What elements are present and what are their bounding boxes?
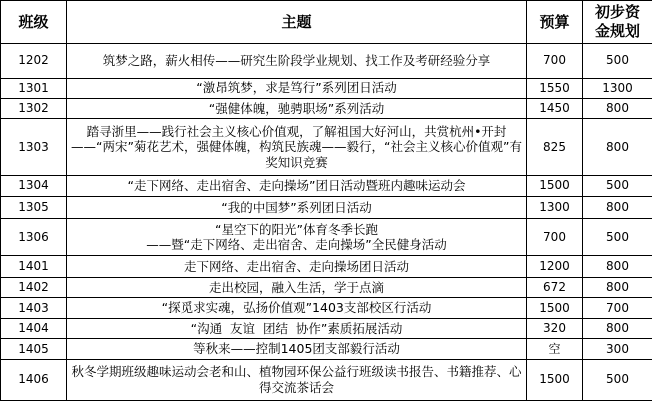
cell-topic: “沟通 友谊 团结 协作”素质拓展活动 bbox=[67, 318, 527, 338]
cell-class: 1406 bbox=[1, 359, 67, 400]
cell-topic: 秋冬学期班级趣味运动会老和山、植物园环保公益行班级读书报告、书籍推荐、心得交流茶话会 bbox=[67, 359, 527, 400]
cell-class: 1405 bbox=[1, 339, 67, 359]
cell-fund: 800 bbox=[583, 98, 652, 118]
cell-fund: 800 bbox=[583, 119, 652, 175]
header-class: 班级 bbox=[1, 1, 67, 44]
cell-topic-line1: “星空下的阳光”体育冬季长跑 bbox=[215, 221, 378, 237]
table-row bbox=[1, 256, 652, 278]
header-fund-line2: 金规划 bbox=[594, 22, 640, 40]
cell-topic: 等秋来——控制1405团支部毅行活动 bbox=[67, 339, 527, 359]
cell-budget: 320 bbox=[527, 318, 583, 338]
cell-fund: 500 bbox=[583, 44, 652, 79]
header-fund-line1: 初步资 bbox=[594, 3, 640, 21]
cell-fund: 500 bbox=[583, 175, 652, 197]
table-row bbox=[1, 98, 652, 118]
cell-topic: “走下网络、走出宿舍、走向操场”团日活动暨班内趣味运动会 bbox=[67, 175, 527, 197]
cell-budget: 1300 bbox=[527, 197, 583, 219]
cell-topic: 走出校园，融入生活，学于点滴 bbox=[67, 277, 527, 297]
cell-topic bbox=[67, 218, 527, 256]
table-row bbox=[1, 44, 652, 79]
table-row bbox=[1, 119, 652, 175]
table-row bbox=[1, 318, 652, 338]
cell-fund: 1300 bbox=[583, 78, 652, 98]
cell-fund: 800 bbox=[583, 318, 652, 338]
cell-topic: “激昂筑梦，求是笃行”系列团日活动 bbox=[67, 78, 527, 98]
cell-fund: 500 bbox=[583, 359, 652, 400]
cell-budget: 700 bbox=[527, 44, 583, 79]
header-row bbox=[1, 1, 652, 44]
table-row bbox=[1, 339, 652, 359]
cell-budget: 1450 bbox=[527, 98, 583, 118]
cell-class: 1304 bbox=[1, 175, 67, 197]
cell-budget: 1500 bbox=[527, 359, 583, 400]
table-row bbox=[1, 277, 652, 297]
header-topic: 主题 bbox=[67, 1, 527, 44]
cell-fund: 800 bbox=[583, 256, 652, 278]
cell-class: 1403 bbox=[1, 298, 67, 318]
cell-topic: 踏寻浙里——践行社会主义核心价值观，了解祖国大好河山，共赏杭州•开封——“两宋”菊花艺术，强健体魄，构筑民族魂——毅行，“社会主义核心价值观”有奖知识竞赛 bbox=[67, 119, 527, 175]
cell-fund: 300 bbox=[583, 339, 652, 359]
header-fund bbox=[583, 1, 652, 44]
cell-class: 1301 bbox=[1, 78, 67, 98]
cell-topic: “强健体魄，驰骋职场”系列活动 bbox=[67, 98, 527, 118]
table-row bbox=[1, 298, 652, 318]
table-row bbox=[1, 175, 652, 197]
header-budget: 预算 bbox=[527, 1, 583, 44]
cell-topic-line2: ——暨“走下网络、走出宿舍、走向操场”全民健身活动 bbox=[146, 237, 447, 253]
cell-class: 1404 bbox=[1, 318, 67, 338]
cell-fund: 500 bbox=[583, 218, 652, 256]
table-row bbox=[1, 197, 652, 219]
cell-fund: 700 bbox=[583, 298, 652, 318]
cell-class: 1202 bbox=[1, 44, 67, 79]
cell-class: 1303 bbox=[1, 119, 67, 175]
cell-budget: 700 bbox=[527, 218, 583, 256]
cell-budget: 672 bbox=[527, 277, 583, 297]
cell-topic: “我的中国梦”系列团日活动 bbox=[67, 197, 527, 219]
cell-budget: 1500 bbox=[527, 175, 583, 197]
cell-class: 1306 bbox=[1, 218, 67, 256]
cell-class: 1305 bbox=[1, 197, 67, 219]
cell-class: 1402 bbox=[1, 277, 67, 297]
cell-budget: 空 bbox=[527, 339, 583, 359]
cell-topic: 筑梦之路，薪火相传——研究生阶段学业规划、找工作及考研经验分享 bbox=[67, 44, 527, 79]
cell-class: 1302 bbox=[1, 98, 67, 118]
table-row bbox=[1, 359, 652, 400]
table-row bbox=[1, 218, 652, 256]
cell-budget: 825 bbox=[527, 119, 583, 175]
cell-topic: 走下网络、走出宿舍、走向操场团日活动 bbox=[67, 256, 527, 278]
cell-fund: 800 bbox=[583, 197, 652, 219]
cell-budget: 1500 bbox=[527, 298, 583, 318]
table-row bbox=[1, 78, 652, 98]
cell-fund: 800 bbox=[583, 277, 652, 297]
cell-class: 1401 bbox=[1, 256, 67, 278]
cell-budget: 1200 bbox=[527, 256, 583, 278]
cell-topic: “探觅求实魂，弘扬价值观”1403支部校区行活动 bbox=[67, 298, 527, 318]
cell-budget: 1550 bbox=[527, 78, 583, 98]
